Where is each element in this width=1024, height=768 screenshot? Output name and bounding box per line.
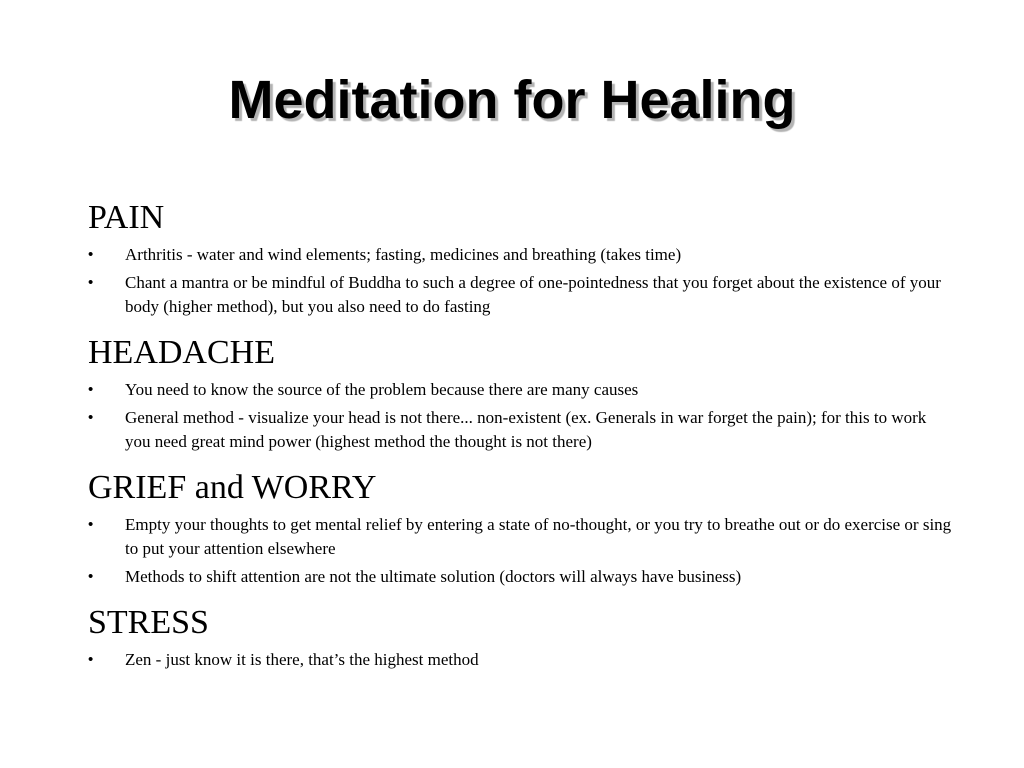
bullet-icon: •	[88, 568, 94, 585]
section-grief-and-worry	[88, 466, 954, 589]
bullet-list	[88, 243, 954, 319]
section-spacer	[88, 458, 954, 466]
bullet-text: Arthritis - water and wind elements; fasting, medicines and breathing (takes time)	[125, 245, 682, 264]
slide-content	[88, 196, 954, 676]
bullet-text: Methods to shift attention are not the ultimate solution (doctors will always have business)	[125, 567, 742, 586]
bullet-icon: •	[88, 516, 94, 533]
bullet-list	[88, 648, 954, 672]
bullet-icon: •	[88, 409, 94, 426]
bullet-item	[88, 648, 954, 672]
bullet-text: General method - visualize your head is not there... non-existent (ex. Generals in war forget the pain); for this to work you need great mind power (highest method the thought is not there)	[125, 408, 927, 451]
bullet-text: You need to know the source of the problem because there are many causes	[125, 380, 639, 399]
bullet-item	[88, 378, 954, 402]
bullet-icon: •	[88, 274, 94, 291]
bullet-list	[88, 513, 954, 589]
section-headache	[88, 331, 954, 454]
bullet-item	[88, 271, 954, 319]
bullet-item	[88, 513, 954, 561]
section-heading: HEADACHE	[88, 334, 275, 371]
bullet-text: Chant a mantra or be mindful of Buddha to such a degree of one-pointedness that you forget about the existence of your body (higher method), but you also need to do fasting	[125, 273, 941, 316]
section-pain	[88, 196, 954, 319]
section-spacer	[88, 323, 954, 331]
section-heading: PAIN	[88, 199, 165, 236]
bullet-list	[88, 378, 954, 454]
bullet-text: Zen - just know it is there, that’s the highest method	[125, 650, 479, 669]
section-heading: GRIEF and WORRY	[88, 469, 377, 506]
bullet-item	[88, 565, 954, 589]
section-heading: STRESS	[88, 604, 209, 641]
bullet-item	[88, 243, 954, 267]
bullet-item	[88, 406, 954, 454]
section-stress	[88, 601, 954, 672]
bullet-icon: •	[88, 246, 94, 263]
bullet-icon: •	[88, 381, 94, 398]
slide-title: Meditation for Healing	[228, 70, 796, 130]
bullet-icon: •	[88, 651, 94, 668]
section-spacer	[88, 593, 954, 601]
bullet-text: Empty your thoughts to get mental relief by entering a state of no-thought, or you try to breathe out or do exercise or sing to put your attention elsewhere	[125, 515, 952, 558]
